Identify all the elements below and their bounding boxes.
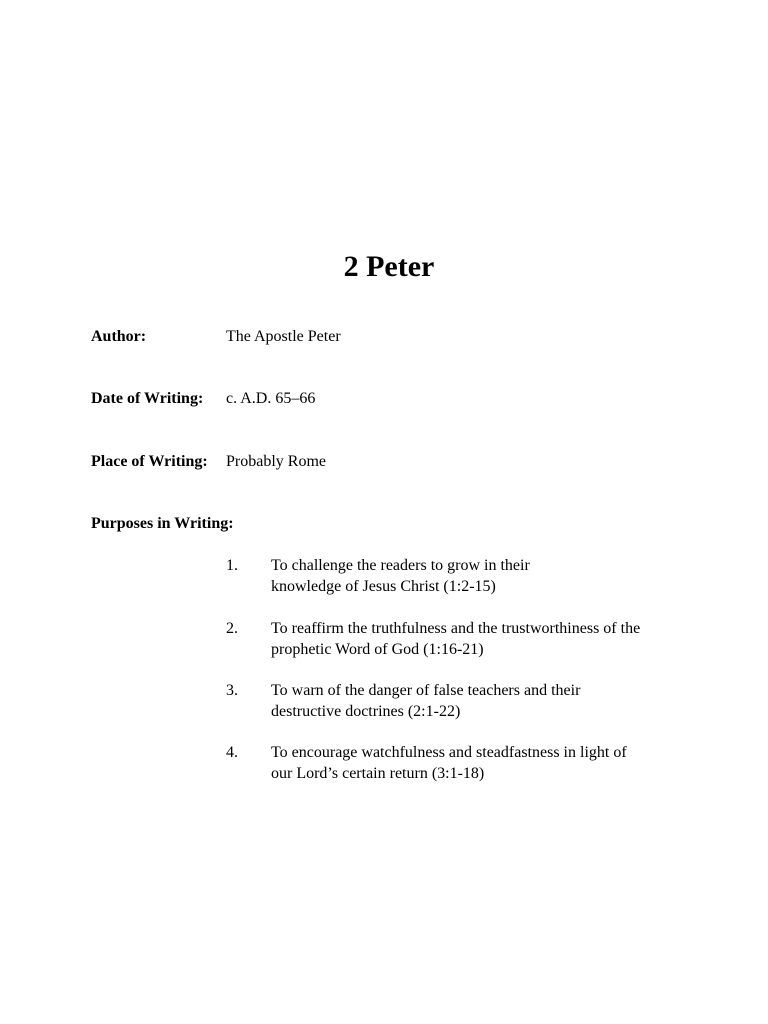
author-label: Author: (91, 328, 147, 345)
purpose-line: destructive doctrines (2:1-22) (271, 703, 461, 720)
place-of-writing-value: Probably Rome (226, 453, 326, 470)
purpose-line: To warn of the danger of false teachers and their (271, 682, 581, 699)
purpose-line: To challenge the readers to grow in their (271, 557, 530, 574)
date-of-writing-label: Date of Writing: (91, 390, 204, 407)
author-value: The Apostle Peter (226, 328, 341, 345)
purpose-line: our Lord’s certain return (3:1-18) (271, 765, 485, 782)
purpose-text (271, 742, 691, 784)
date-of-writing-value: c. A.D. 65–66 (226, 390, 316, 407)
purpose-line: knowledge of Jesus Christ (1:2-15) (271, 578, 496, 595)
document-title: 2 Peter (343, 250, 435, 283)
purpose-number: 4. (226, 744, 238, 761)
purpose-line: prophetic Word of God (1:16-21) (271, 641, 484, 658)
purpose-text (271, 618, 691, 660)
purpose-number: 2. (226, 620, 238, 637)
purpose-line: To reaffirm the truthfulness and the trustworthiness of the (271, 620, 641, 637)
purpose-number: 3. (226, 682, 238, 699)
place-of-writing-label: Place of Writing: (91, 453, 208, 470)
purpose-text (271, 680, 691, 722)
purpose-text (271, 555, 691, 597)
purpose-line: To encourage watchfulness and steadfastness in light of (271, 744, 627, 761)
purpose-number: 1. (226, 557, 238, 574)
purposes-label: Purposes in Writing: (91, 515, 234, 532)
